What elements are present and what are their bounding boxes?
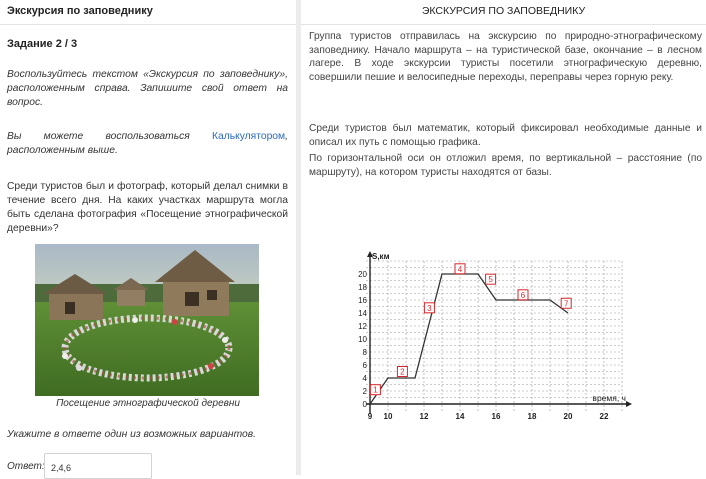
calculator-note-after: , расположенным выше. (7, 131, 288, 156)
text-panel (301, 0, 706, 475)
y-tick-label: 2 (362, 387, 367, 396)
x-axis-label: время, ч (592, 393, 626, 403)
y-tick-label: 18 (358, 283, 367, 292)
y-tick-label: 14 (358, 309, 367, 318)
text-title: ЭКСКУРСИЯ ПО ЗАПОВЕДНИКУ (421, 5, 586, 17)
segment-marker-label: 3 (427, 303, 432, 313)
calculator-link[interactable]: Калькулятором (212, 131, 286, 142)
x-tick-label: 20 (563, 412, 573, 421)
photo-caption: Посещение этнографической деревни (56, 398, 240, 409)
task-counter: Задание 2 / 3 (7, 38, 78, 50)
segment-marker-label: 1 (373, 385, 378, 395)
y-tick-label: 16 (358, 296, 367, 305)
y-tick-label: 20 (358, 270, 367, 279)
segment-marker-label: 5 (488, 275, 493, 285)
answer-input[interactable]: 2,4,6 (44, 453, 152, 479)
x-tick-label: 16 (491, 412, 501, 421)
y-tick-label: 12 (358, 322, 367, 331)
text-paragraph-3: По горизонтальной оси он отложил время, по вертикальной – расстояние (по маршруту), на котором туристы находятся от базы. (309, 153, 702, 178)
panel-header: Экскурсия по заповеднику (7, 5, 153, 17)
text-paragraph-1: Группа туристов отправилась на экскурсию по природно-этнографическому заповеднику. Начало маршрута – на туристической базе, окончание – в лесном лагере. В ходе экскурсии туристы посетили этнографическую деревню, совершили пешие и велосипедные переходы, переправы через горную реку. (309, 31, 702, 83)
calculator-note (7, 130, 288, 158)
x-tick-label: 12 (419, 412, 429, 421)
question-text: Среди туристов был и фотограф, который делал снимки в течение всего дня. На каких участках маршрута могла быть сделана фотография «Посещение этнографической деревни»? (7, 181, 288, 234)
text-title-divider (301, 24, 706, 25)
village-photo (35, 244, 259, 396)
x-axis-arrow (626, 401, 632, 407)
text-paragraph-2: Среди туристов был математик, который фиксировал необходимые данные и описал их путь с помощью графика. (309, 123, 702, 148)
village-photo-image (35, 244, 259, 396)
distance-time-chart (337, 196, 677, 432)
x-tick-label: 10 (383, 412, 393, 421)
y-tick-label: 8 (362, 348, 367, 357)
instruction-text: Воспользуйтесь текстом «Экскурсия по заповеднику», расположенным справа. Запишите свой ответ на вопрос. (7, 69, 288, 108)
y-tick-label: 4 (362, 374, 367, 383)
y-tick-label: 0 (362, 400, 367, 409)
answer-hint: Укажите в ответе один из возможных вариантов. (7, 429, 257, 440)
task-panel (0, 0, 296, 475)
y-tick-label: 10 (358, 335, 367, 344)
x-tick-label: 22 (599, 412, 609, 421)
x-tick-label: 14 (455, 412, 465, 421)
segment-marker-label: 4 (457, 264, 463, 274)
segment-marker-label: 6 (520, 290, 526, 300)
x-tick-label: 9 (367, 412, 373, 421)
segment-marker-label: 7 (563, 299, 569, 309)
y-tick-label: 6 (362, 361, 367, 370)
answer-label: Ответ: (7, 461, 45, 472)
y-axis-label: S,км (372, 252, 390, 261)
segment-marker-label: 2 (400, 367, 405, 377)
header-divider (0, 24, 296, 25)
x-tick-label: 18 (527, 412, 537, 421)
calculator-note-before: Вы можете воспользоваться (7, 131, 213, 142)
